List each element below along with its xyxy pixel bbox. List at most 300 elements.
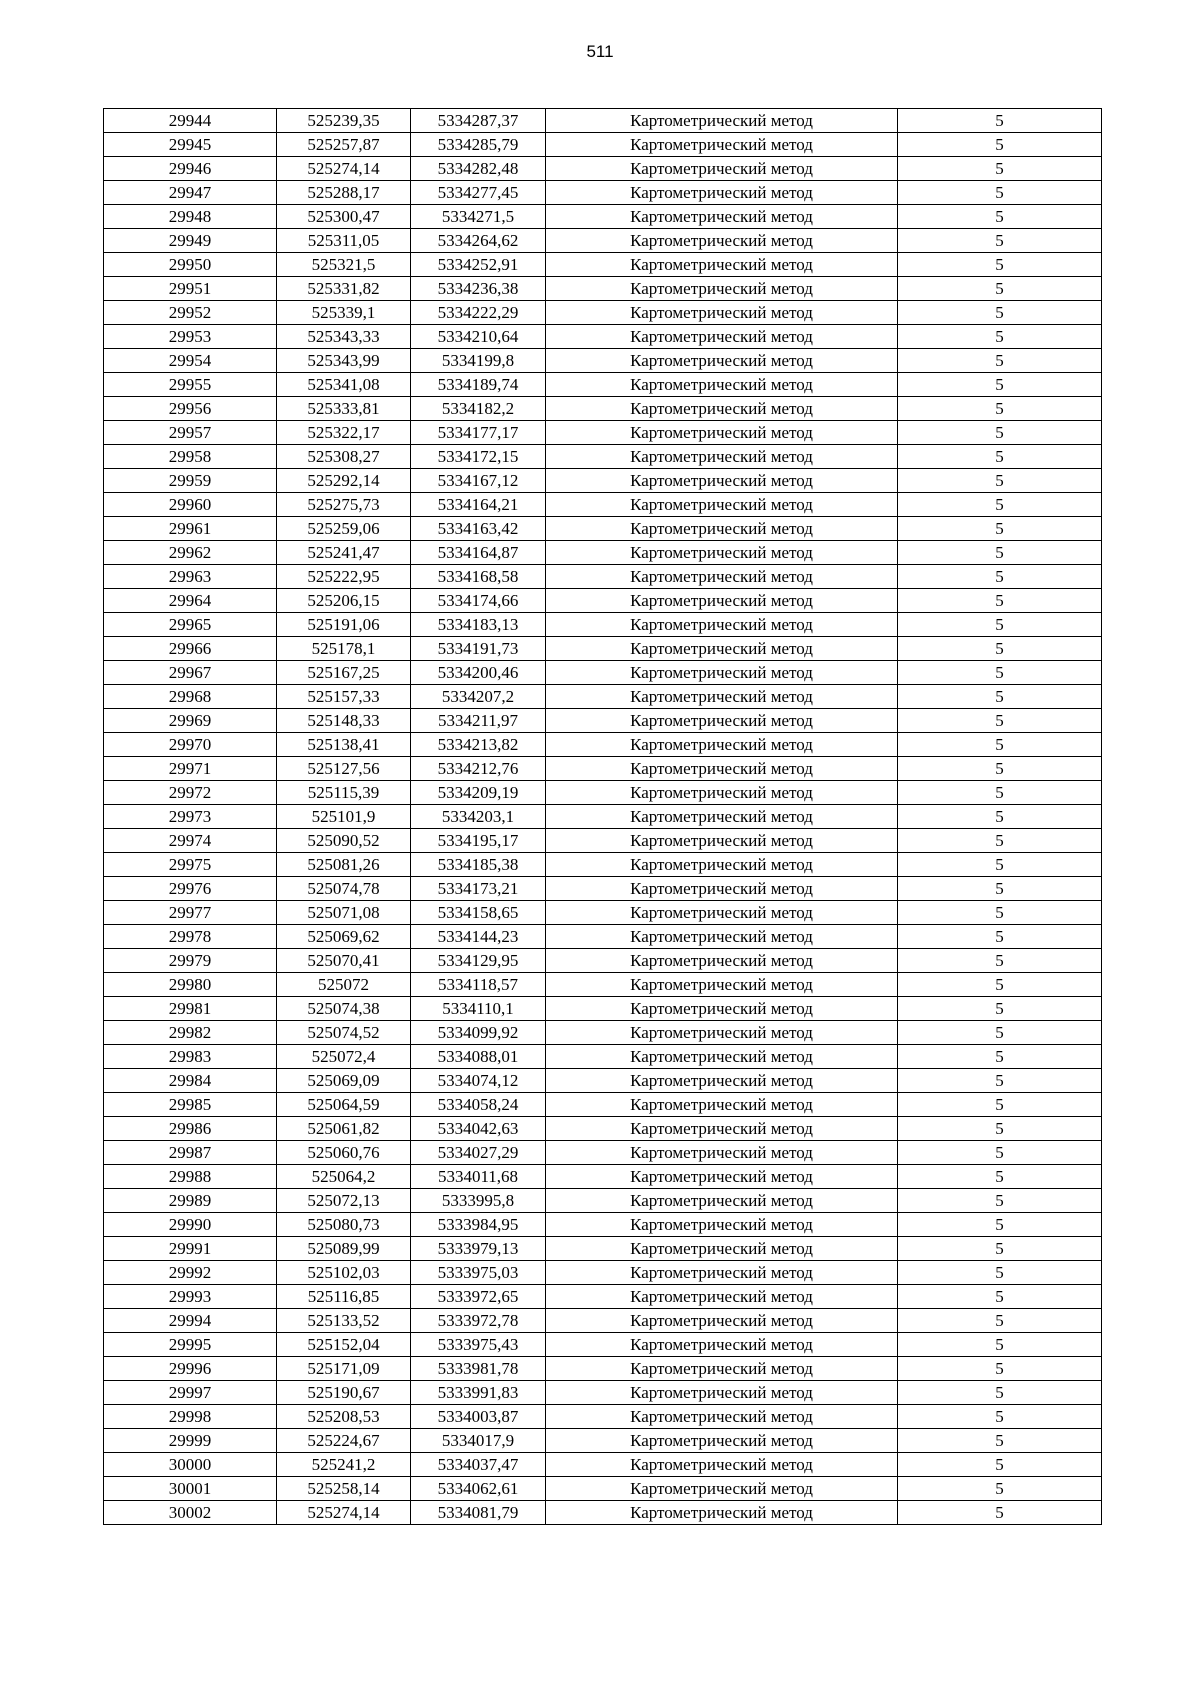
- y-coordinate-cell: 5334099,92: [411, 1021, 546, 1045]
- accuracy-cell: 5: [898, 1501, 1102, 1525]
- y-coordinate-cell: 5334174,66: [411, 589, 546, 613]
- x-coordinate-cell: 525241,47: [277, 541, 411, 565]
- method-cell: Картометрический метод: [546, 277, 898, 301]
- y-coordinate-cell: 5334182,2: [411, 397, 546, 421]
- point-number-cell: 29961: [104, 517, 277, 541]
- accuracy-cell: 5: [898, 109, 1102, 133]
- x-coordinate-cell: 525167,25: [277, 661, 411, 685]
- method-cell: Картометрический метод: [546, 781, 898, 805]
- y-coordinate-cell: 5333972,65: [411, 1285, 546, 1309]
- table-row: [104, 1285, 1102, 1309]
- point-number-cell: 29962: [104, 541, 277, 565]
- method-cell: Картометрический метод: [546, 685, 898, 709]
- x-coordinate-cell: 525115,39: [277, 781, 411, 805]
- y-coordinate-cell: 5333981,78: [411, 1357, 546, 1381]
- y-coordinate-cell: 5333972,78: [411, 1309, 546, 1333]
- method-cell: Картометрический метод: [546, 925, 898, 949]
- point-number-cell: 29966: [104, 637, 277, 661]
- x-coordinate-cell: 525292,14: [277, 469, 411, 493]
- accuracy-cell: 5: [898, 613, 1102, 637]
- y-coordinate-cell: 5334164,87: [411, 541, 546, 565]
- accuracy-cell: 5: [898, 1213, 1102, 1237]
- accuracy-cell: 5: [898, 229, 1102, 253]
- point-number-cell: 29972: [104, 781, 277, 805]
- method-cell: Картометрический метод: [546, 1477, 898, 1501]
- point-number-cell: 29978: [104, 925, 277, 949]
- x-coordinate-cell: 525101,9: [277, 805, 411, 829]
- method-cell: Картометрический метод: [546, 949, 898, 973]
- point-number-cell: 29958: [104, 445, 277, 469]
- point-number-cell: 29995: [104, 1333, 277, 1357]
- y-coordinate-cell: 5333975,43: [411, 1333, 546, 1357]
- point-number-cell: 29973: [104, 805, 277, 829]
- point-number-cell: 29963: [104, 565, 277, 589]
- accuracy-cell: 5: [898, 181, 1102, 205]
- table-row: [104, 1069, 1102, 1093]
- accuracy-cell: 5: [898, 1357, 1102, 1381]
- accuracy-cell: 5: [898, 1285, 1102, 1309]
- table-row: [104, 589, 1102, 613]
- accuracy-cell: 5: [898, 1453, 1102, 1477]
- point-number-cell: 29996: [104, 1357, 277, 1381]
- x-coordinate-cell: 525071,08: [277, 901, 411, 925]
- table-row: [104, 1501, 1102, 1525]
- table-row: [104, 757, 1102, 781]
- y-coordinate-cell: 5334282,48: [411, 157, 546, 181]
- method-cell: Картометрический метод: [546, 733, 898, 757]
- table-row: [104, 661, 1102, 685]
- accuracy-cell: 5: [898, 901, 1102, 925]
- table-row: [104, 1381, 1102, 1405]
- accuracy-cell: 5: [898, 541, 1102, 565]
- table-row: [104, 1045, 1102, 1069]
- method-cell: Картометрический метод: [546, 1021, 898, 1045]
- y-coordinate-cell: 5333979,13: [411, 1237, 546, 1261]
- y-coordinate-cell: 5334062,61: [411, 1477, 546, 1501]
- table-row: [104, 637, 1102, 661]
- table-row: [104, 949, 1102, 973]
- accuracy-cell: 5: [898, 1141, 1102, 1165]
- table-row: [104, 685, 1102, 709]
- point-number-cell: 30000: [104, 1453, 277, 1477]
- table-row: [104, 1213, 1102, 1237]
- y-coordinate-cell: 5334088,01: [411, 1045, 546, 1069]
- method-cell: Картометрический метод: [546, 1093, 898, 1117]
- method-cell: Картометрический метод: [546, 469, 898, 493]
- x-coordinate-cell: 525074,78: [277, 877, 411, 901]
- table-row: [104, 1405, 1102, 1429]
- y-coordinate-cell: 5334236,38: [411, 277, 546, 301]
- accuracy-cell: 5: [898, 661, 1102, 685]
- table-row: [104, 805, 1102, 829]
- y-coordinate-cell: 5334200,46: [411, 661, 546, 685]
- y-coordinate-cell: 5334172,15: [411, 445, 546, 469]
- point-number-cell: 29967: [104, 661, 277, 685]
- x-coordinate-cell: 525224,67: [277, 1429, 411, 1453]
- point-number-cell: 29976: [104, 877, 277, 901]
- accuracy-cell: 5: [898, 853, 1102, 877]
- x-coordinate-cell: 525072,13: [277, 1189, 411, 1213]
- y-coordinate-cell: 5334017,9: [411, 1429, 546, 1453]
- accuracy-cell: 5: [898, 829, 1102, 853]
- method-cell: Картометрический метод: [546, 1429, 898, 1453]
- accuracy-cell: 5: [898, 445, 1102, 469]
- point-number-cell: 29993: [104, 1285, 277, 1309]
- x-coordinate-cell: 525341,08: [277, 373, 411, 397]
- method-cell: Картометрический метод: [546, 565, 898, 589]
- method-cell: Картометрический метод: [546, 1069, 898, 1093]
- table-row: [104, 997, 1102, 1021]
- table-row: [104, 1141, 1102, 1165]
- y-coordinate-cell: 5333991,83: [411, 1381, 546, 1405]
- point-number-cell: 29950: [104, 253, 277, 277]
- x-coordinate-cell: 525074,38: [277, 997, 411, 1021]
- x-coordinate-cell: 525074,52: [277, 1021, 411, 1045]
- table-row: [104, 349, 1102, 373]
- x-coordinate-cell: 525322,17: [277, 421, 411, 445]
- x-coordinate-cell: 525300,47: [277, 205, 411, 229]
- accuracy-cell: 5: [898, 997, 1102, 1021]
- x-coordinate-cell: 525308,27: [277, 445, 411, 469]
- y-coordinate-cell: 5334199,8: [411, 349, 546, 373]
- x-coordinate-cell: 525064,2: [277, 1165, 411, 1189]
- point-number-cell: 29990: [104, 1213, 277, 1237]
- table-row: [104, 925, 1102, 949]
- method-cell: Картометрический метод: [546, 133, 898, 157]
- point-number-cell: 29960: [104, 493, 277, 517]
- x-coordinate-cell: 525061,82: [277, 1117, 411, 1141]
- point-number-cell: 29952: [104, 301, 277, 325]
- x-coordinate-cell: 525239,35: [277, 109, 411, 133]
- y-coordinate-cell: 5334207,2: [411, 685, 546, 709]
- table-row: [104, 853, 1102, 877]
- y-coordinate-cell: 5334058,24: [411, 1093, 546, 1117]
- point-number-cell: 29999: [104, 1429, 277, 1453]
- table-row: [104, 229, 1102, 253]
- y-coordinate-cell: 5334003,87: [411, 1405, 546, 1429]
- accuracy-cell: 5: [898, 949, 1102, 973]
- method-cell: Картометрический метод: [546, 973, 898, 997]
- point-number-cell: 29994: [104, 1309, 277, 1333]
- x-coordinate-cell: 525089,99: [277, 1237, 411, 1261]
- table-row: [104, 1237, 1102, 1261]
- method-cell: Картометрический метод: [546, 109, 898, 133]
- x-coordinate-cell: 525102,03: [277, 1261, 411, 1285]
- x-coordinate-cell: 525190,67: [277, 1381, 411, 1405]
- table-row: [104, 1309, 1102, 1333]
- accuracy-cell: 5: [898, 349, 1102, 373]
- point-number-cell: 29968: [104, 685, 277, 709]
- point-number-cell: 29956: [104, 397, 277, 421]
- method-cell: Картометрический метод: [546, 1333, 898, 1357]
- page-number: 511: [586, 42, 614, 61]
- accuracy-cell: 5: [898, 565, 1102, 589]
- table-row: [104, 493, 1102, 517]
- accuracy-cell: 5: [898, 421, 1102, 445]
- method-cell: Картометрический метод: [546, 1213, 898, 1237]
- table-row: [104, 733, 1102, 757]
- accuracy-cell: 5: [898, 157, 1102, 181]
- x-coordinate-cell: 525208,53: [277, 1405, 411, 1429]
- x-coordinate-cell: 525081,26: [277, 853, 411, 877]
- y-coordinate-cell: 5334168,58: [411, 565, 546, 589]
- point-number-cell: 29977: [104, 901, 277, 925]
- method-cell: Картометрический метод: [546, 1285, 898, 1309]
- method-cell: Картометрический метод: [546, 637, 898, 661]
- y-coordinate-cell: 5334264,62: [411, 229, 546, 253]
- table-row: [104, 709, 1102, 733]
- method-cell: Картометрический метод: [546, 901, 898, 925]
- x-coordinate-cell: 525259,06: [277, 517, 411, 541]
- point-number-cell: 29992: [104, 1261, 277, 1285]
- accuracy-cell: 5: [898, 517, 1102, 541]
- x-coordinate-cell: 525241,2: [277, 1453, 411, 1477]
- y-coordinate-cell: 5334081,79: [411, 1501, 546, 1525]
- point-number-cell: 29959: [104, 469, 277, 493]
- x-coordinate-cell: 525343,99: [277, 349, 411, 373]
- accuracy-cell: 5: [898, 1237, 1102, 1261]
- y-coordinate-cell: 5334164,21: [411, 493, 546, 517]
- method-cell: Картометрический метод: [546, 1261, 898, 1285]
- accuracy-cell: 5: [898, 133, 1102, 157]
- point-number-cell: 29957: [104, 421, 277, 445]
- accuracy-cell: 5: [898, 1405, 1102, 1429]
- point-number-cell: 29998: [104, 1405, 277, 1429]
- x-coordinate-cell: 525257,87: [277, 133, 411, 157]
- y-coordinate-cell: 5334118,57: [411, 973, 546, 997]
- table-row: [104, 1453, 1102, 1477]
- accuracy-cell: 5: [898, 205, 1102, 229]
- x-coordinate-cell: 525072,4: [277, 1045, 411, 1069]
- point-number-cell: 29980: [104, 973, 277, 997]
- table-row: [104, 781, 1102, 805]
- method-cell: Картометрический метод: [546, 373, 898, 397]
- accuracy-cell: 5: [898, 1069, 1102, 1093]
- x-coordinate-cell: 525343,33: [277, 325, 411, 349]
- accuracy-cell: 5: [898, 1021, 1102, 1045]
- accuracy-cell: 5: [898, 1045, 1102, 1069]
- y-coordinate-cell: 5334210,64: [411, 325, 546, 349]
- x-coordinate-cell: 525311,05: [277, 229, 411, 253]
- point-number-cell: 29986: [104, 1117, 277, 1141]
- x-coordinate-cell: 525070,41: [277, 949, 411, 973]
- method-cell: Картометрический метод: [546, 421, 898, 445]
- point-number-cell: 29953: [104, 325, 277, 349]
- y-coordinate-cell: 5334212,76: [411, 757, 546, 781]
- point-number-cell: 29944: [104, 109, 277, 133]
- table-row: [104, 277, 1102, 301]
- point-number-cell: 29945: [104, 133, 277, 157]
- point-number-cell: 29982: [104, 1021, 277, 1045]
- x-coordinate-cell: 525178,1: [277, 637, 411, 661]
- point-number-cell: 29987: [104, 1141, 277, 1165]
- point-number-cell: 29947: [104, 181, 277, 205]
- x-coordinate-cell: 525072: [277, 973, 411, 997]
- y-coordinate-cell: 5333995,8: [411, 1189, 546, 1213]
- accuracy-cell: 5: [898, 301, 1102, 325]
- point-number-cell: 29991: [104, 1237, 277, 1261]
- table-row: [104, 133, 1102, 157]
- accuracy-cell: 5: [898, 805, 1102, 829]
- x-coordinate-cell: 525133,52: [277, 1309, 411, 1333]
- method-cell: Картометрический метод: [546, 613, 898, 637]
- accuracy-cell: 5: [898, 373, 1102, 397]
- y-coordinate-cell: 5334042,63: [411, 1117, 546, 1141]
- x-coordinate-cell: 525069,09: [277, 1069, 411, 1093]
- x-coordinate-cell: 525275,73: [277, 493, 411, 517]
- x-coordinate-cell: 525157,33: [277, 685, 411, 709]
- table-row: [104, 157, 1102, 181]
- y-coordinate-cell: 5334173,21: [411, 877, 546, 901]
- point-number-cell: 29951: [104, 277, 277, 301]
- table-row: [104, 205, 1102, 229]
- x-coordinate-cell: 525321,5: [277, 253, 411, 277]
- table-row: [104, 1021, 1102, 1045]
- accuracy-cell: 5: [898, 733, 1102, 757]
- point-number-cell: 29985: [104, 1093, 277, 1117]
- y-coordinate-cell: 5334185,38: [411, 853, 546, 877]
- y-coordinate-cell: 5333975,03: [411, 1261, 546, 1285]
- method-cell: Картометрический метод: [546, 661, 898, 685]
- table-row: [104, 1429, 1102, 1453]
- table-row: [104, 1117, 1102, 1141]
- table-row: [104, 445, 1102, 469]
- point-number-cell: 29981: [104, 997, 277, 1021]
- method-cell: Картометрический метод: [546, 709, 898, 733]
- x-coordinate-cell: 525064,59: [277, 1093, 411, 1117]
- accuracy-cell: 5: [898, 325, 1102, 349]
- point-number-cell: 29984: [104, 1069, 277, 1093]
- y-coordinate-cell: 5334074,12: [411, 1069, 546, 1093]
- y-coordinate-cell: 5334252,91: [411, 253, 546, 277]
- x-coordinate-cell: 525060,76: [277, 1141, 411, 1165]
- accuracy-cell: 5: [898, 1165, 1102, 1189]
- method-cell: Картометрический метод: [546, 205, 898, 229]
- y-coordinate-cell: 5334189,74: [411, 373, 546, 397]
- method-cell: Картометрический метод: [546, 853, 898, 877]
- method-cell: Картометрический метод: [546, 1237, 898, 1261]
- method-cell: Картометрический метод: [546, 805, 898, 829]
- table-row: [104, 517, 1102, 541]
- table-row: [104, 829, 1102, 853]
- table-row: [104, 973, 1102, 997]
- point-number-cell: 29964: [104, 589, 277, 613]
- method-cell: Картометрический метод: [546, 397, 898, 421]
- accuracy-cell: 5: [898, 493, 1102, 517]
- y-coordinate-cell: 5334213,82: [411, 733, 546, 757]
- accuracy-cell: 5: [898, 781, 1102, 805]
- table-row: [104, 181, 1102, 205]
- accuracy-cell: 5: [898, 589, 1102, 613]
- y-coordinate-cell: 5334203,1: [411, 805, 546, 829]
- y-coordinate-cell: 5334110,1: [411, 997, 546, 1021]
- y-coordinate-cell: 5334195,17: [411, 829, 546, 853]
- method-cell: Картометрический метод: [546, 349, 898, 373]
- table-row: [104, 1357, 1102, 1381]
- accuracy-cell: 5: [898, 397, 1102, 421]
- point-number-cell: 29989: [104, 1189, 277, 1213]
- method-cell: Картометрический метод: [546, 1501, 898, 1525]
- point-number-cell: 29955: [104, 373, 277, 397]
- method-cell: Картометрический метод: [546, 325, 898, 349]
- table-row: [104, 397, 1102, 421]
- x-coordinate-cell: 525206,15: [277, 589, 411, 613]
- method-cell: Картометрический метод: [546, 829, 898, 853]
- method-cell: Картометрический метод: [546, 445, 898, 469]
- point-number-cell: 29969: [104, 709, 277, 733]
- x-coordinate-cell: 525080,73: [277, 1213, 411, 1237]
- accuracy-cell: 5: [898, 1261, 1102, 1285]
- point-number-cell: 29949: [104, 229, 277, 253]
- x-coordinate-cell: 525274,14: [277, 1501, 411, 1525]
- method-cell: Картометрический метод: [546, 301, 898, 325]
- accuracy-cell: 5: [898, 1117, 1102, 1141]
- y-coordinate-cell: 5334285,79: [411, 133, 546, 157]
- x-coordinate-cell: 525069,62: [277, 925, 411, 949]
- y-coordinate-cell: 5334183,13: [411, 613, 546, 637]
- point-number-cell: 29983: [104, 1045, 277, 1069]
- table-row: [104, 1165, 1102, 1189]
- method-cell: Картометрический метод: [546, 589, 898, 613]
- y-coordinate-cell: 5334177,17: [411, 421, 546, 445]
- x-coordinate-cell: 525148,33: [277, 709, 411, 733]
- table-row: [104, 301, 1102, 325]
- accuracy-cell: 5: [898, 1189, 1102, 1213]
- accuracy-cell: 5: [898, 1093, 1102, 1117]
- y-coordinate-cell: 5334027,29: [411, 1141, 546, 1165]
- point-number-cell: 29975: [104, 853, 277, 877]
- method-cell: Картометрический метод: [546, 1165, 898, 1189]
- point-number-cell: 30001: [104, 1477, 277, 1501]
- method-cell: Картометрический метод: [546, 1381, 898, 1405]
- point-number-cell: 29965: [104, 613, 277, 637]
- accuracy-cell: 5: [898, 1381, 1102, 1405]
- y-coordinate-cell: 5334191,73: [411, 637, 546, 661]
- table-row: [104, 1189, 1102, 1213]
- y-coordinate-cell: 5334209,19: [411, 781, 546, 805]
- x-coordinate-cell: 525331,82: [277, 277, 411, 301]
- method-cell: Картометрический метод: [546, 253, 898, 277]
- point-number-cell: 29979: [104, 949, 277, 973]
- accuracy-cell: 5: [898, 1477, 1102, 1501]
- y-coordinate-cell: 5334144,23: [411, 925, 546, 949]
- method-cell: Картометрический метод: [546, 493, 898, 517]
- accuracy-cell: 5: [898, 685, 1102, 709]
- table-row: [104, 109, 1102, 133]
- accuracy-cell: 5: [898, 1429, 1102, 1453]
- point-number-cell: 29974: [104, 829, 277, 853]
- table-row: [104, 253, 1102, 277]
- table-row: [104, 565, 1102, 589]
- y-coordinate-cell: 5334287,37: [411, 109, 546, 133]
- method-cell: Картометрический метод: [546, 541, 898, 565]
- y-coordinate-cell: 5334277,45: [411, 181, 546, 205]
- accuracy-cell: 5: [898, 757, 1102, 781]
- point-number-cell: 29946: [104, 157, 277, 181]
- method-cell: Картометрический метод: [546, 1309, 898, 1333]
- table-row: [104, 325, 1102, 349]
- x-coordinate-cell: 525090,52: [277, 829, 411, 853]
- y-coordinate-cell: 5334211,97: [411, 709, 546, 733]
- method-cell: Картометрический метод: [546, 1405, 898, 1429]
- x-coordinate-cell: 525274,14: [277, 157, 411, 181]
- table-row: [104, 373, 1102, 397]
- method-cell: Картометрический метод: [546, 997, 898, 1021]
- accuracy-cell: 5: [898, 709, 1102, 733]
- method-cell: Картометрический метод: [546, 877, 898, 901]
- table-row: [104, 877, 1102, 901]
- y-coordinate-cell: 5334163,42: [411, 517, 546, 541]
